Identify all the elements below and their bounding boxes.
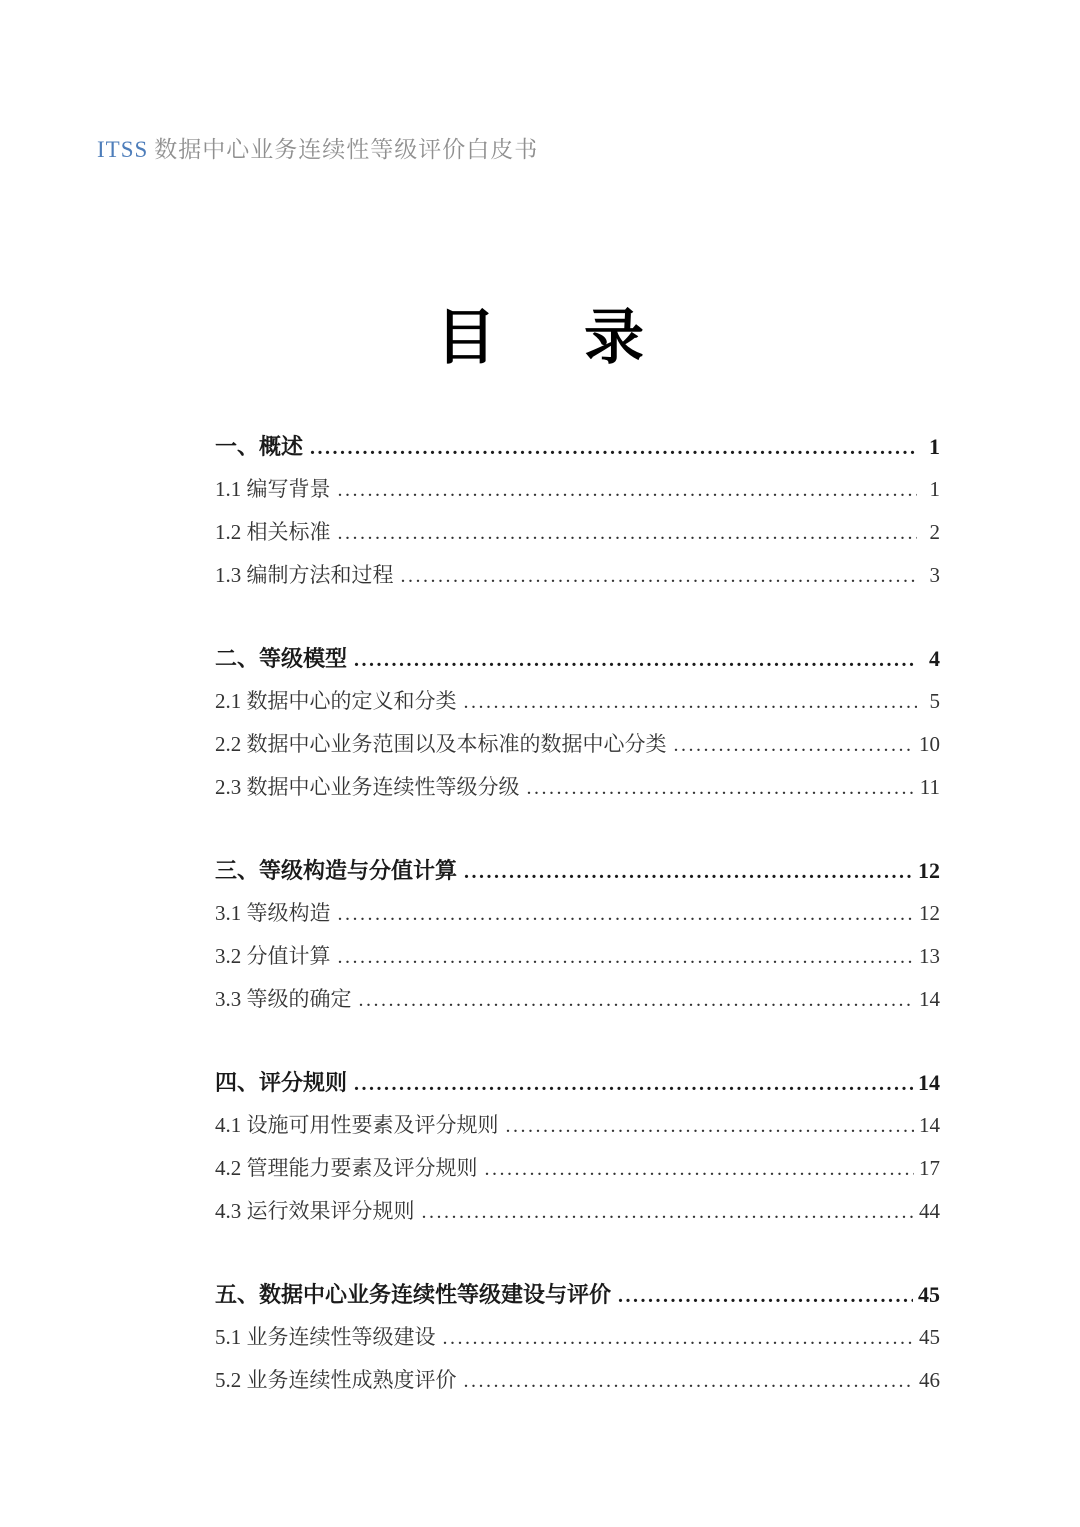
toc-entry-label: 5.2 业务连续性成熟度评价 [215, 1368, 457, 1392]
dot-leader [618, 1273, 913, 1318]
dot-leader [674, 723, 915, 767]
toc-item-row[interactable] [215, 935, 940, 978]
toc-entry-page: 14 [919, 987, 940, 1011]
toc-entry-page: 2 [929, 520, 940, 544]
dot-leader [464, 680, 918, 724]
toc-entry-page: 46 [919, 1368, 940, 1392]
toc-entry-page: 14 [918, 1070, 940, 1095]
toc-item-row[interactable] [215, 1147, 940, 1190]
toc-entry-page: 44 [919, 1199, 940, 1223]
toc-heading-row[interactable] [215, 1061, 940, 1104]
toc-entry-page: 12 [919, 901, 940, 925]
toc-item-row[interactable] [215, 1104, 940, 1147]
dot-leader [527, 766, 915, 810]
dot-leader [506, 1104, 915, 1148]
toc-item-row[interactable] [215, 1316, 940, 1359]
dot-leader [464, 1359, 915, 1403]
toc-entry-page: 12 [918, 858, 940, 883]
dot-leader [401, 554, 918, 598]
toc-entry-page: 13 [919, 944, 940, 968]
toc-item-row[interactable] [215, 1359, 940, 1402]
dot-leader [338, 468, 918, 512]
toc-entry-page: 10 [919, 732, 940, 756]
toc-section-1 [215, 425, 940, 597]
toc-page-title: 目 录 [436, 305, 658, 371]
toc-entry-label: 3.1 等级构造 [215, 901, 331, 925]
toc-item-row[interactable] [215, 1190, 940, 1233]
toc-entry-label: 1.1 编写背景 [215, 477, 331, 501]
toc-heading-row[interactable] [215, 637, 940, 680]
document-title: 数据中心业务连续性等级评价白皮书 [154, 137, 539, 162]
toc-item-row[interactable] [215, 892, 940, 935]
toc-entry-page: 5 [929, 689, 940, 713]
toc-item-row[interactable] [215, 554, 940, 597]
toc-entry-label: 2.1 数据中心的定义和分类 [215, 689, 457, 713]
dot-leader [485, 1147, 915, 1191]
toc-item-row[interactable] [215, 511, 940, 554]
toc-entry-label: 1.3 编制方法和过程 [215, 563, 394, 587]
dot-leader [354, 1061, 913, 1106]
page-header [97, 131, 538, 164]
toc-entry-label: 4.3 运行效果评分规则 [215, 1199, 415, 1223]
dot-leader [338, 892, 915, 936]
toc-section-5 [215, 1273, 940, 1402]
toc-entry-label: 五、数据中心业务连续性等级建设与评价 [215, 1282, 612, 1307]
toc-entry-label: 3.3 等级的确定 [215, 987, 352, 1011]
toc-section-4 [215, 1061, 940, 1233]
dot-leader [354, 637, 917, 682]
dot-leader [422, 1190, 915, 1234]
toc-item-row[interactable] [215, 680, 940, 723]
toc-entry-page: 14 [919, 1113, 940, 1137]
toc-entry-label: 4.2 管理能力要素及评分规则 [215, 1156, 478, 1180]
toc-entry-page: 1 [929, 477, 940, 501]
toc-entry-page: 11 [919, 775, 940, 799]
dot-leader [338, 935, 915, 979]
table-of-contents [215, 425, 940, 1402]
toc-item-row[interactable] [215, 468, 940, 511]
toc-entry-page: 45 [919, 1325, 940, 1349]
toc-heading-row[interactable] [215, 425, 940, 468]
toc-entry-label: 二、等级模型 [215, 646, 348, 671]
dot-leader [443, 1316, 915, 1360]
toc-entry-page: 17 [919, 1156, 940, 1180]
toc-entry-page: 45 [918, 1282, 940, 1307]
toc-entry-page: 3 [929, 563, 940, 587]
toc-entry-page: 1 [929, 434, 940, 459]
toc-entry-label: 四、评分规则 [215, 1070, 348, 1095]
brand-text: ITSS [97, 137, 149, 162]
toc-entry-label: 一、概述 [215, 434, 304, 459]
toc-entry-label: 3.2 分值计算 [215, 944, 331, 968]
toc-entry-label: 2.3 数据中心业务连续性等级分级 [215, 775, 520, 799]
toc-entry-label: 5.1 业务连续性等级建设 [215, 1325, 436, 1349]
toc-section-2 [215, 637, 940, 809]
toc-entry-label: 4.1 设施可用性要素及评分规则 [215, 1113, 499, 1137]
toc-item-row[interactable] [215, 978, 940, 1021]
toc-entry-label: 1.2 相关标准 [215, 520, 331, 544]
dot-leader [338, 511, 918, 555]
toc-heading-row[interactable] [215, 849, 940, 892]
toc-item-row[interactable] [215, 723, 940, 766]
toc-entry-label: 2.2 数据中心业务范围以及本标准的数据中心分类 [215, 732, 667, 756]
dot-leader [310, 425, 917, 470]
toc-heading-row[interactable] [215, 1273, 940, 1316]
toc-item-row[interactable] [215, 766, 940, 809]
dot-leader [464, 849, 913, 894]
toc-entry-label: 三、等级构造与分值计算 [215, 858, 458, 883]
dot-leader [359, 978, 915, 1022]
toc-section-3 [215, 849, 940, 1021]
toc-entry-page: 4 [929, 646, 940, 671]
